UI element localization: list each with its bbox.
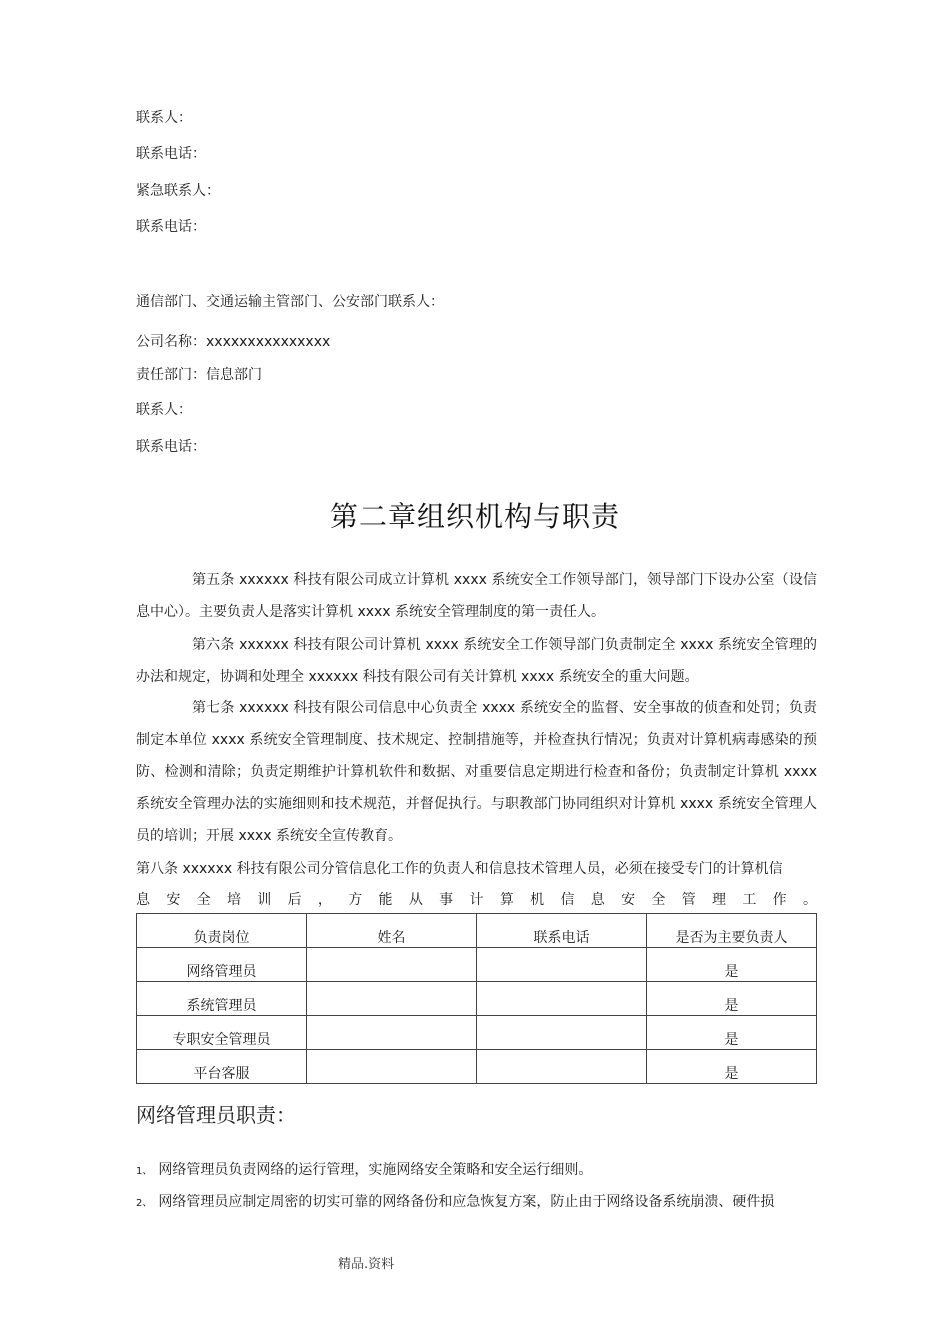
table-row xyxy=(137,1050,817,1084)
list-item-text: 网络管理员应制定周密的切实可靠的网络备份和应急恢复方案，防止由于网络设备系统崩溃、硬件损 xyxy=(158,1194,775,1210)
column-header: 负责岗位 xyxy=(137,914,307,948)
table-cell: 平台客服 xyxy=(137,1050,307,1084)
table-cell xyxy=(477,1016,647,1050)
table-cell xyxy=(307,1016,477,1050)
list-item xyxy=(136,1160,817,1182)
article-6: 第六条 xxxxxx 科技有限公司计算机 xxxx 系统安全工作领导部门负责制定全 xxxx 系统安全管理的办法和规定，协调和处理全 xxxxxx 科技有限公司有关计算机 xxxx 系统安全的重大问题。 xyxy=(136,637,817,685)
table-row xyxy=(137,982,817,1016)
table-cell xyxy=(477,1050,647,1084)
roles-table xyxy=(136,913,817,1084)
list-item-text: 网络管理员负责网络的运行管理，实施网络安全策略和安全运行细则。 xyxy=(158,1162,593,1178)
list-item xyxy=(136,1192,817,1214)
emergency-phone-label: 联系电话： xyxy=(136,219,206,235)
table-row xyxy=(137,1016,817,1050)
table-cell: 是 xyxy=(647,948,817,982)
dept-phone-label: 联系电话： xyxy=(136,439,206,455)
table-cell: 系统管理员 xyxy=(137,982,307,1016)
table-row xyxy=(137,948,817,982)
table-cell: 是 xyxy=(647,982,817,1016)
table-cell: 是 xyxy=(647,1016,817,1050)
list-item-number: 1、 xyxy=(136,1166,153,1177)
column-header: 是否为主要负责人 xyxy=(647,914,817,948)
article-8-line-2: 息安全培训后，方能从事计算机信息安全管理工作。 xyxy=(136,892,817,908)
emergency-contact-label: 紧急联系人： xyxy=(136,183,220,199)
table-cell xyxy=(307,982,477,1016)
article-5: 第五条 xxxxxx 科技有限公司成立计算机 xxxx 系统安全工作领导部门，领导部门下设办公室（设信息中心）。主要负责人是落实计算机 xxxx 系统安全管理制度的第一责任人。 xyxy=(136,572,817,620)
table-cell xyxy=(477,948,647,982)
dept-contact-label: 联系人： xyxy=(136,402,192,418)
table-cell: 网络管理员 xyxy=(137,948,307,982)
article-7: 第七条 xxxxxx 科技有限公司信息中心负责全 xxxx 系统安全的监督、安全事故的侦查和处罚；负责制定本单位 xxxx 系统安全管理制度、技术规定、控制措施等，并检查执行情况；负责对计算机病毒感染的预防、检测和清除；负责定期维护计算机软件和数据、对重要信息定期进行检查和备份；负责制定计算机 xxxx 系统安全管理办法的实施细则和技术规范，并督促执行。与职教部门协同组织对计算机 xxxx 系统安全管理人员的培训；开展 xxxx 系统安全宣传教育。 xyxy=(136,700,817,844)
column-header: 联系电话 xyxy=(477,914,647,948)
phone-label: 联系电话： xyxy=(136,146,206,162)
departments-heading: 通信部门、交通运输主管部门、公安部门联系人： xyxy=(136,294,444,310)
table-cell xyxy=(477,982,647,1016)
network-admin-heading: 网络管理员职责： xyxy=(136,1103,296,1127)
company-name-line: 公司名称：xxxxxxxxxxxxxxx xyxy=(136,334,331,350)
responsible-dept-line: 责任部门：信息部门 xyxy=(136,367,262,383)
article-8-line-1: 第八条 xxxxxx 科技有限公司分管信息化工作的负责人和信息技术管理人员，必须在接受专门的计算机信 xyxy=(136,861,783,877)
list-item-number: 2、 xyxy=(136,1198,153,1209)
table-header-row xyxy=(137,914,817,948)
table-cell xyxy=(307,948,477,982)
table-cell: 是 xyxy=(647,1050,817,1084)
table-cell xyxy=(307,1050,477,1084)
chapter-title: 第二章组织机构与职责 xyxy=(329,500,620,533)
table-cell: 专职安全管理员 xyxy=(137,1016,307,1050)
contact-label: 联系人： xyxy=(136,110,192,126)
page-footer: 精品.资料 xyxy=(338,1257,395,1272)
column-header: 姓名 xyxy=(307,914,477,948)
